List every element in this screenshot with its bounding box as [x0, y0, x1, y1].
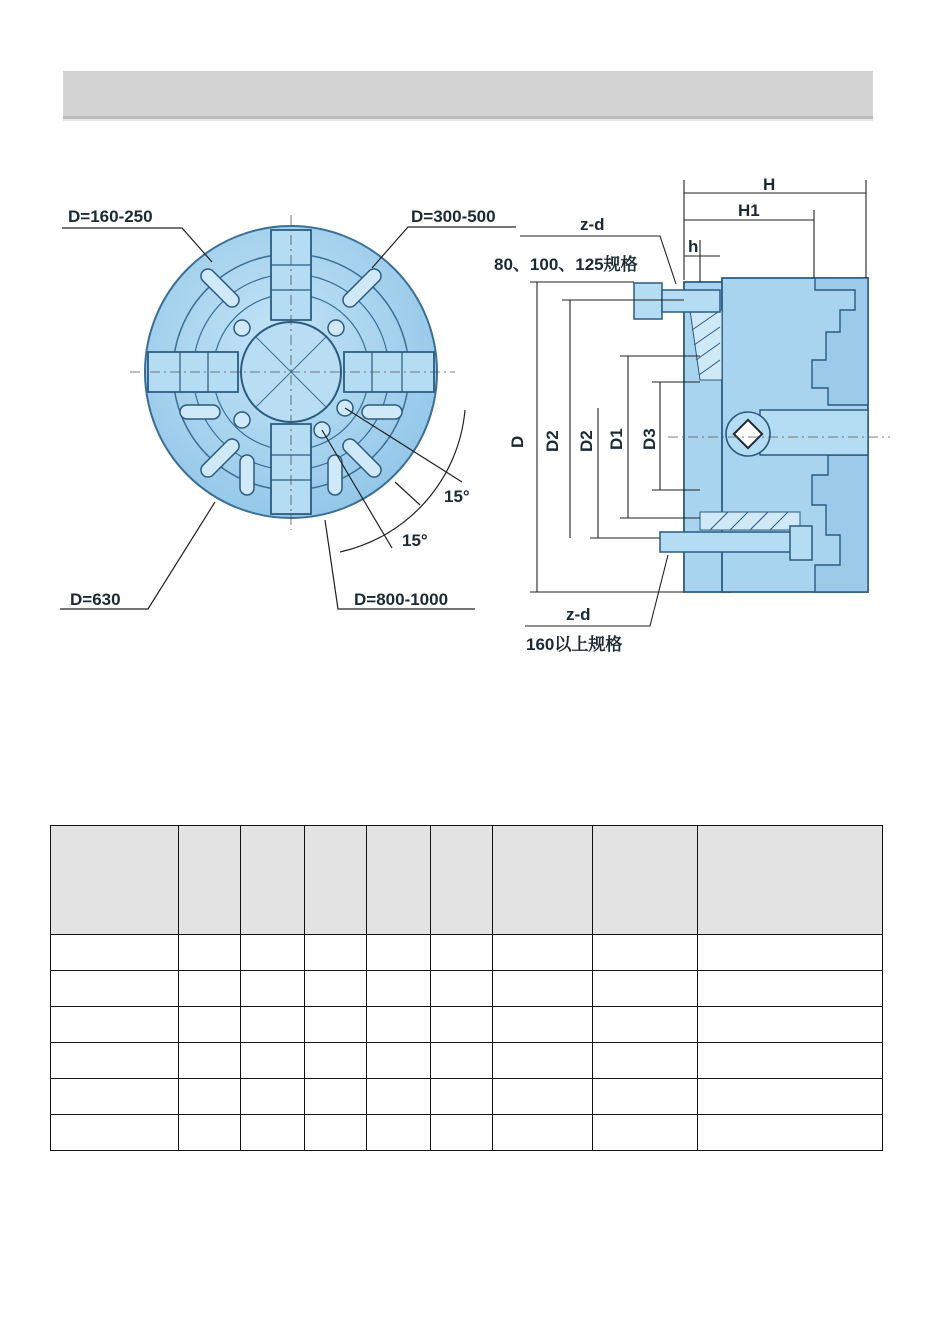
- table-row: [51, 1079, 883, 1115]
- label-angle-15-a: 15°: [444, 487, 470, 506]
- header-cell: [698, 826, 883, 935]
- bolt-bottom-shank: [660, 532, 810, 552]
- table-cell: [367, 1007, 431, 1043]
- table-cell: [431, 935, 493, 971]
- table-cell: [367, 971, 431, 1007]
- table-cell: [367, 1115, 431, 1151]
- table-row: [51, 1007, 883, 1043]
- table-cell: [493, 971, 593, 1007]
- label-z-d-bottom: z-d: [566, 605, 591, 624]
- table-cell: [493, 1115, 593, 1151]
- table-cell: [179, 1115, 241, 1151]
- front-view: [60, 207, 516, 609]
- table-cell: [51, 1115, 179, 1151]
- table-cell: [305, 971, 367, 1007]
- table-row: [51, 1115, 883, 1151]
- header-cell: [305, 826, 367, 935]
- table-cell: [431, 1079, 493, 1115]
- table-row: [51, 935, 883, 971]
- table-cell: [51, 935, 179, 971]
- table-cell: [593, 1079, 698, 1115]
- table-cell: [431, 1043, 493, 1079]
- header-cell: [431, 826, 493, 935]
- label-spec-160-up: 160以上规格: [526, 635, 623, 654]
- chuck-technical-drawing: [0, 160, 933, 660]
- dim-d3: D3: [640, 428, 659, 450]
- table-cell: [431, 971, 493, 1007]
- table-cell: [698, 1115, 883, 1151]
- table-cell: [241, 1007, 305, 1043]
- side-view: [494, 175, 890, 654]
- table-cell: [367, 1079, 431, 1115]
- label-spec-80-125: 80、100、125规格: [494, 255, 638, 274]
- header-cell: [179, 826, 241, 935]
- label-d-300-500: D=300-500: [411, 207, 496, 226]
- label-d-160-250: D=160-250: [68, 207, 153, 226]
- header-cell: [241, 826, 305, 935]
- table-cell: [51, 1007, 179, 1043]
- label-d-630: D=630: [70, 590, 121, 609]
- table-row: [51, 971, 883, 1007]
- table-cell: [593, 1115, 698, 1151]
- table-cell: [305, 1043, 367, 1079]
- table-cell: [305, 1115, 367, 1151]
- table-cell: [179, 971, 241, 1007]
- table-cell: [367, 935, 431, 971]
- table-cell: [493, 1043, 593, 1079]
- title-bar: [63, 71, 873, 119]
- table-cell: [179, 1043, 241, 1079]
- table-cell: [241, 1043, 305, 1079]
- label-angle-15-b: 15°: [402, 531, 428, 550]
- table-cell: [367, 1043, 431, 1079]
- table-cell: [431, 1115, 493, 1151]
- table-cell: [593, 935, 698, 971]
- table-cell: [593, 971, 698, 1007]
- table-cell: [493, 1007, 593, 1043]
- dim-h1: H1: [738, 201, 760, 220]
- table-cell: [593, 1043, 698, 1079]
- label-d-800-1000: D=800-1000: [354, 590, 449, 609]
- table-cell: [305, 1007, 367, 1043]
- spec-table: [50, 825, 883, 1151]
- table-cell: [305, 935, 367, 971]
- table-cell: [241, 971, 305, 1007]
- table-header-row: [51, 826, 883, 935]
- table-cell: [698, 971, 883, 1007]
- bolt-top-head: [634, 283, 662, 319]
- title-divider: [63, 119, 873, 121]
- table-cell: [51, 971, 179, 1007]
- header-cell: [593, 826, 698, 935]
- dim-d2-outer: D2: [543, 430, 562, 452]
- table-cell: [493, 935, 593, 971]
- dim-d2-inner: D2: [577, 430, 596, 452]
- table-cell: [698, 1043, 883, 1079]
- table-row: [51, 1043, 883, 1079]
- table-cell: [698, 1079, 883, 1115]
- dim-h-total: H: [763, 175, 776, 194]
- header-cell: [493, 826, 593, 935]
- table-cell: [241, 1079, 305, 1115]
- table-cell: [593, 1007, 698, 1043]
- table-cell: [179, 1079, 241, 1115]
- dim-d1: D1: [607, 428, 626, 450]
- table-cell: [698, 1007, 883, 1043]
- header-cell: [51, 826, 179, 935]
- dim-d: D: [508, 435, 527, 448]
- table-cell: [431, 1007, 493, 1043]
- label-z-d-top: z-d: [580, 215, 605, 234]
- bolt-top-shank: [662, 290, 720, 312]
- table-cell: [179, 1007, 241, 1043]
- table-cell: [241, 1115, 305, 1151]
- header-cell: [367, 826, 431, 935]
- table-cell: [51, 1079, 179, 1115]
- dim-h-small: h: [688, 237, 699, 256]
- table-cell: [179, 935, 241, 971]
- bolt-bottom-head: [790, 526, 812, 560]
- table-cell: [305, 1079, 367, 1115]
- table-cell: [493, 1079, 593, 1115]
- table-cell: [241, 935, 305, 971]
- table-cell: [51, 1043, 179, 1079]
- table-cell: [698, 935, 883, 971]
